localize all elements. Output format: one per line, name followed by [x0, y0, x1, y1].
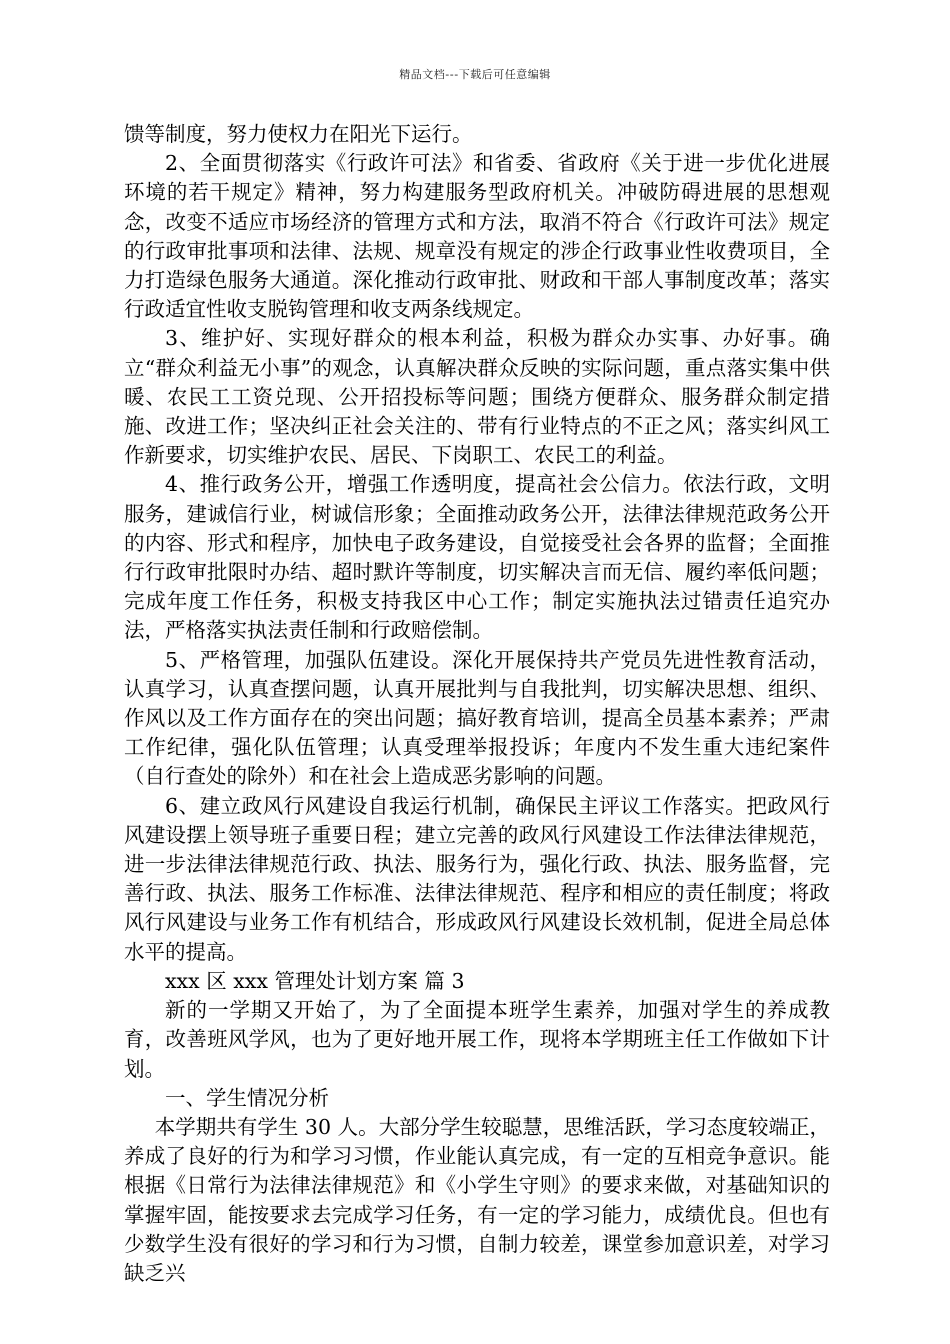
paragraph-item-3: 3、维护好、实现好群众的根本利益，积极为群众办实事、办好事。确立“群众利益无小事”的观念，认真解决群众反映的实际问题，重点落实集中供暖、农民工工资兑现、公开招投标等问题；围绕方便群众、服务群众制定措施、改进工作；坚决纠正社会关注的、带有行业特点的不正之风；落实纠风工作新要求，切实维护农民、居民、下岗职工、农民工的利益。: [124, 326, 830, 468]
paragraph-item-4: 4、推行政务公开，增强工作透明度，提高社会公信力。依法行政，文明服务，建诚信行业，树诚信形象；全面推动政务公开，法律法律规范政务公开的内容、形式和程序，加快电子政务建设，自觉接受社会各界的监督；全面推行行政审批限时办结、超时默许等制度，切实解决言而无信、履约率低问题；完成年度工作任务，积极支持我区中心工作；制定实施执法过错责任追究办法，严格落实执法责任制和行政赔偿制。: [124, 472, 830, 643]
paragraph-intro: 新的一学期又开始了，为了全面提本班学生素养，加强对学生的养成教育，改善班风学风，也为了更好地开展工作，现将本学期班主任工作做如下计划。: [124, 998, 830, 1081]
paragraph-item-5: 5、严格管理，加强队伍建设。深化开展保持共产党员先进性教育活动，认真学习，认真查摆问题，认真开展批判与自我批判，切实解决思想、组织、作风以及工作方面存在的突出问题；搞好教育培训，提高全员基本素养；严肃工作纪律，强化队伍管理；认真受理举报投诉；年度内不发生重大违纪案件（自行查处的除外）和在社会上造成恶劣影响的问题。: [124, 647, 830, 789]
subheading-student-analysis: 一、学生情况分析: [165, 1085, 329, 1110]
document-body: [124, 120, 830, 1288]
paragraph-item-6: 6、建立政风行风建设自我运行机制，确保民主评议工作落实。把政风行风建设摆上领导班子重要日程；建立完善的政风行风建设工作法律法律规范，进一步法律法律规范行政、执法、服务行为，强化行政、执法、服务监督，完善行政、执法、服务工作标准、法律法律规范、程序和相应的责任制度；将政风行风建设与业务工作有机结合，形成政风行风建设长效机制，促进全局总体水平的提高。: [124, 793, 830, 964]
section-title: xxx 区 xxx 管理处计划方案 篇 3: [165, 968, 465, 993]
paragraph-continuation: 馈等制度，努力使权力在阳光下运行。: [124, 122, 473, 146]
paragraph-student-analysis: 本学期共有学生 30 人。大部分学生较聪慧，思维活跃，学习态度较端正，养成了良好的行为和学习习惯，作业能认真完成，有一定的互相竞争意识。能根据《日常行为法律法律规范》和《小学生守则》的要求来做，对基础知识的掌握牢固，能按要求去完成学习任务，有一定的学习能力，成绩优良。但也有少数学生没有很好的学习和行为习惯，自制力较差，课堂参加意识差，对学习缺乏兴: [124, 1114, 830, 1285]
page-header: 精品文档---下载后可任意编辑: [399, 68, 551, 81]
paragraph-item-2: 2、全面贯彻落实《行政许可法》和省委、省政府《关于进一步优化进展环境的若干规定》精神，努力构建服务型政府机关。冲破防碍进展的思想观念，改变不适应市场经济的管理方式和方法，取消不符合《行政许可法》规定的行政审批事项和法律、法规、规章没有规定的涉企行政事业性收费项目，全力打造绿色服务大通道。深化推动行政审批、财政和干部人事制度改革；落实行政适宜性收支脱钩管理和收支两条线规定。: [124, 151, 830, 322]
